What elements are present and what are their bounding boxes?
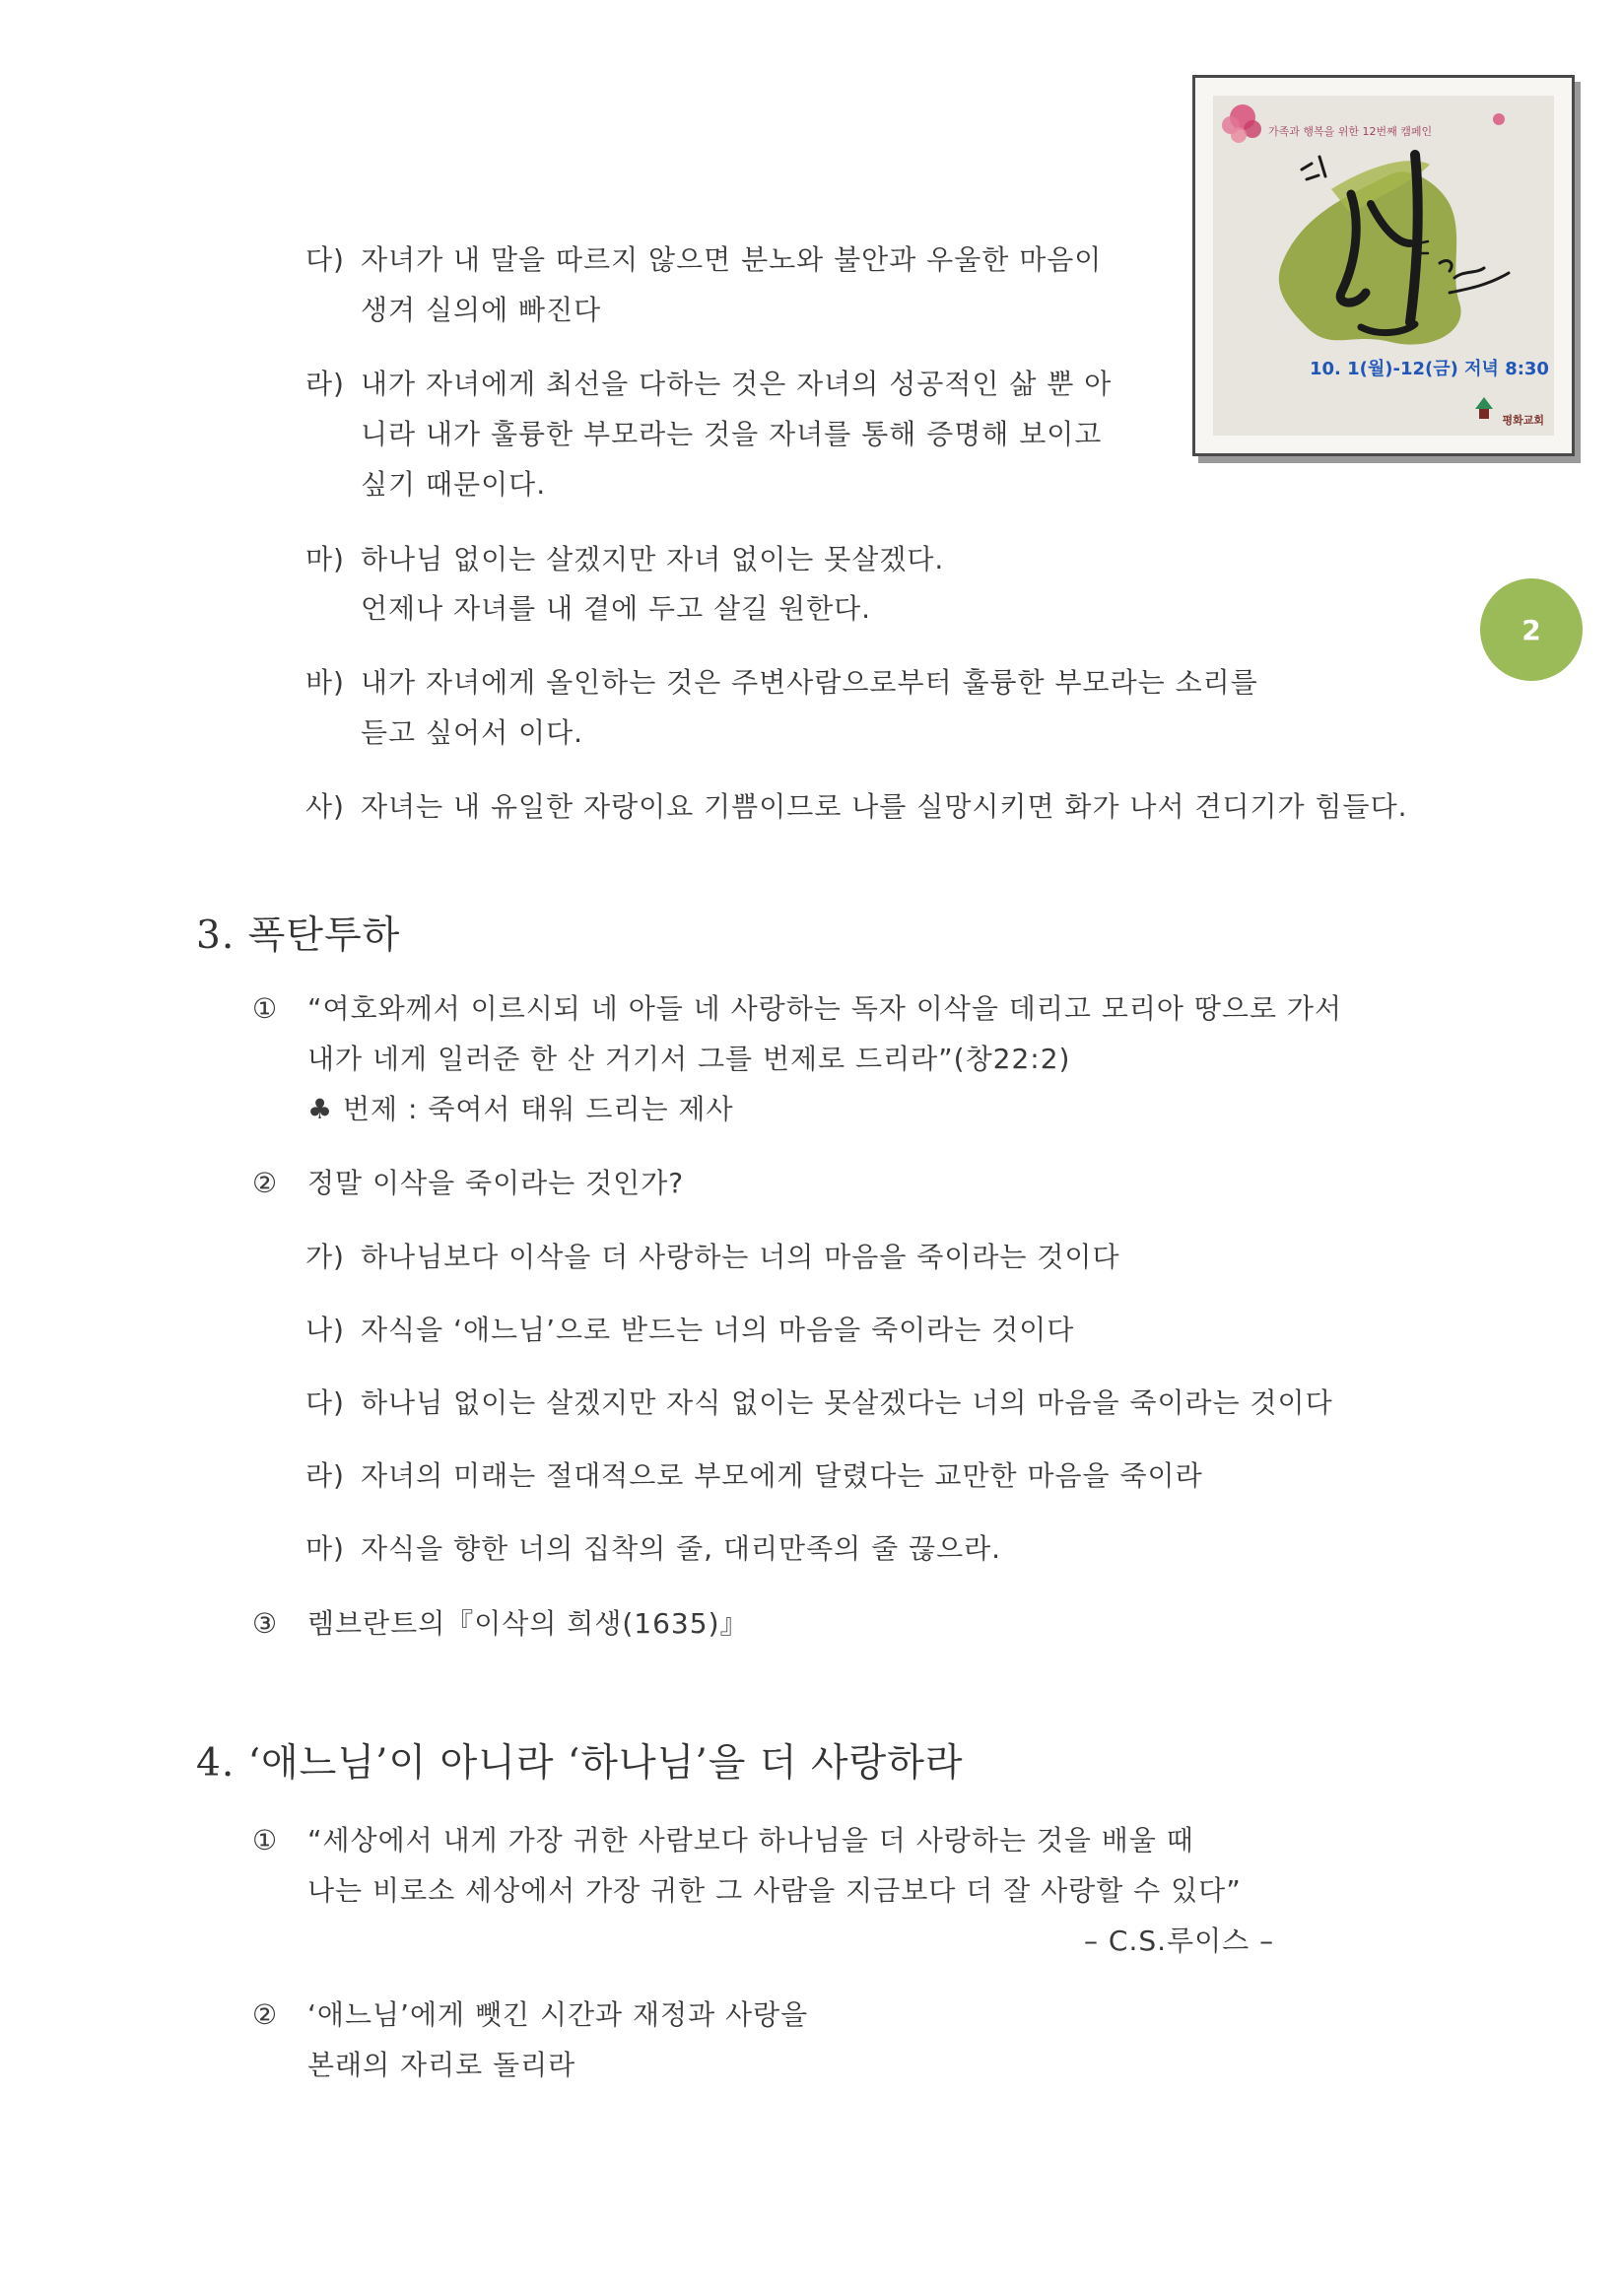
list-item <box>305 242 1102 278</box>
list-item <box>305 542 944 577</box>
list-item <box>252 991 1342 1027</box>
list-item <box>305 1240 1120 1275</box>
list-item <box>305 1531 1001 1567</box>
poster-canvas <box>1213 96 1554 436</box>
item-marker: ③ <box>252 1607 279 1640</box>
item-continuation: 생겨 실의에 빠진다 <box>361 294 602 326</box>
item-marker: 라) <box>305 1459 345 1492</box>
item-marker: ① <box>252 1824 279 1857</box>
item-continuation: 언제나 자녀를 내 곁에 두고 살길 원한다. <box>361 592 872 625</box>
page-number-badge: 2 <box>1480 578 1583 681</box>
list-item <box>252 1166 684 1201</box>
list-item <box>252 1606 749 1642</box>
item-text: 자식을 ‘애느님’으로 받드는 너의 마음을 죽이라는 것이다 <box>361 1314 1075 1346</box>
item-continuation: 싶기 때문이다. <box>361 468 547 501</box>
item-marker: ② <box>252 1998 279 2031</box>
item-text: 자녀의 미래는 절대적으로 부모에게 달렸다는 교만한 마음을 죽이라 <box>361 1459 1203 1492</box>
poster-artwork <box>1213 96 1554 436</box>
item-marker: 가) <box>305 1241 345 1273</box>
item-continuation: 니라 내가 훌륭한 부모라는 것을 자녀를 통해 증명해 보이고 <box>361 418 1103 450</box>
item-text: 정말 이삭을 죽이라는 것인가? <box>307 1167 685 1199</box>
item-text: 내가 자녀에게 최선을 다하는 것은 자녀의 성공적인 삶 뿐 아 <box>361 368 1113 400</box>
item-marker: ① <box>252 992 279 1025</box>
section-heading: 4. ‘애느님’이 아니라 ‘하나님’을 더 사랑하라 <box>196 1741 964 1786</box>
item-continuation: 듣고 싶어서 이다. <box>361 716 584 749</box>
item-text: 자녀는 내 유일한 자랑이요 기쁨이므로 나를 실망시키면 화가 나서 견디기가 힘들다. <box>361 790 1408 823</box>
section-heading: 3. 폭탄투하 <box>196 913 401 958</box>
quote-attribution: – C.S.루이스 – <box>1084 1925 1275 1957</box>
flower-icon <box>1222 104 1261 143</box>
list-item <box>305 665 1258 701</box>
item-marker: 마) <box>305 543 345 575</box>
poster-church-name: 평화교회 <box>1502 414 1544 427</box>
item-continuation: 본래의 자리로 돌리라 <box>307 2049 576 2081</box>
item-text: 자녀가 내 말을 따르지 않으면 분노와 불안과 우울한 마음이 <box>361 243 1103 276</box>
scripture-quote: “여호와께서 이르시되 네 아들 네 사랑하는 독자 이삭을 데리고 모리아 땅으로 가서 <box>307 992 1342 1025</box>
item-text: 하나님 없이는 살겠지만 자녀 없이는 못살겠다. <box>361 543 945 575</box>
list-item <box>252 1823 1194 1858</box>
list-item <box>305 367 1112 402</box>
list-item <box>305 1313 1074 1348</box>
item-text: 하나님 없이는 살겠지만 자식 없이는 못살겠다는 너의 마음을 죽이라는 것이다 <box>361 1386 1333 1419</box>
item-marker: ② <box>252 1167 279 1199</box>
item-continuation: 내가 네게 일러준 한 산 거기서 그를 번제로 드리라”(창22:2) <box>307 1043 1071 1075</box>
list-item <box>305 1458 1203 1494</box>
poster-dates: 10. 1(월)-12(금) 저녁 8:30 <box>1310 359 1549 379</box>
item-text: 내가 자녀에게 올인하는 것은 주변사람으로부터 훌륭한 부모라는 소리를 <box>361 666 1258 699</box>
church-logo-icon <box>1475 397 1493 419</box>
item-continuation: 나는 비로소 세상에서 가장 귀한 그 사람을 지금보다 더 잘 사랑할 수 있다” <box>307 1874 1242 1907</box>
list-item <box>305 1385 1333 1421</box>
item-marker: 사) <box>305 790 345 823</box>
poster-subtitle: 가족과 행복을 위한 12번째 캠페인 <box>1268 125 1433 138</box>
item-text: 자식을 향한 너의 집착의 줄, 대리만족의 줄 끊으라. <box>361 1532 1002 1565</box>
item-marker: 마) <box>305 1532 345 1565</box>
item-marker: 라) <box>305 368 345 400</box>
item-marker: 다) <box>305 1386 345 1419</box>
item-text: 렘브란트의『이삭의 희생(1635)』 <box>307 1607 749 1640</box>
item-text: ‘애느님’에게 뺏긴 시간과 재정과 사랑을 <box>307 1998 809 2031</box>
sermon-poster-image <box>1192 75 1575 456</box>
list-item <box>305 789 1408 825</box>
list-item <box>252 1997 808 2033</box>
quote-text: “세상에서 내게 가장 귀한 사람보다 하나님을 더 사랑하는 것을 배울 때 <box>307 1824 1194 1857</box>
item-marker: 바) <box>305 666 345 699</box>
item-marker: 다) <box>305 243 345 276</box>
definition-note: ♣ 번제 : 죽여서 태워 드리는 제사 <box>307 1093 734 1125</box>
item-text: 하나님보다 이삭을 더 사랑하는 너의 마음을 죽이라는 것이다 <box>361 1241 1120 1273</box>
item-marker: 나) <box>305 1314 345 1346</box>
